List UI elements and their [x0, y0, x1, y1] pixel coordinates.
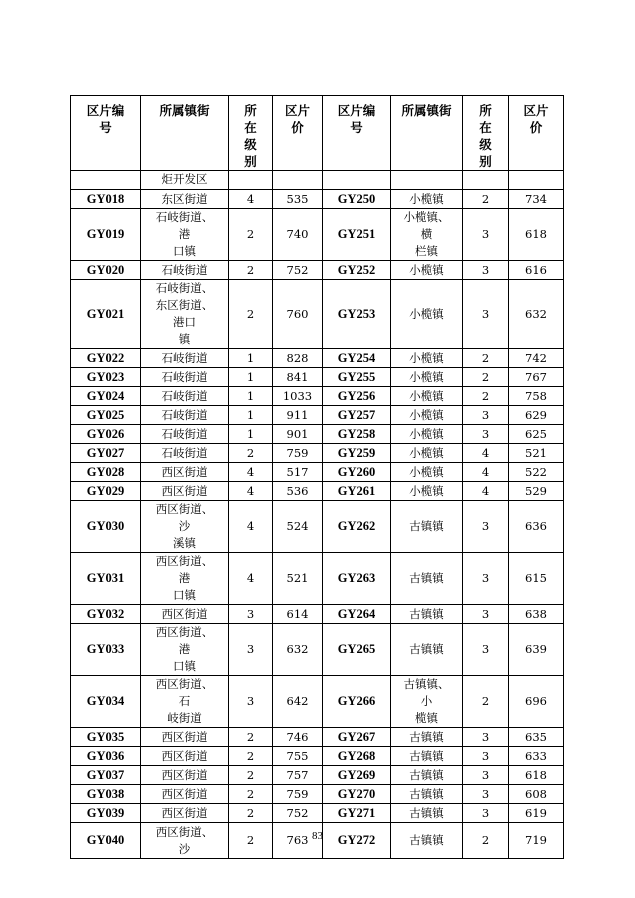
- cell-town: 西区街道、 沙: [141, 823, 229, 859]
- header-town-2: 所属镇街: [391, 96, 463, 171]
- header-zone-code-2: 区片编 号: [323, 96, 391, 171]
- cell-price-2: 758: [509, 387, 564, 406]
- cell-price: 632: [273, 624, 323, 676]
- cell-zone-code: GY031: [71, 553, 141, 605]
- cell-price: 746: [273, 728, 323, 747]
- cell-price: 901: [273, 425, 323, 444]
- cell-grade-2: 3: [463, 747, 509, 766]
- table-row: [71, 482, 564, 501]
- cell-town-2: 小榄镇: [391, 482, 463, 501]
- cell-grade-2: 3: [463, 280, 509, 349]
- cell-grade: 1: [229, 387, 273, 406]
- cell-grade-2: 3: [463, 425, 509, 444]
- table-row: [71, 368, 564, 387]
- cell-town: 西区街道: [141, 785, 229, 804]
- cell-grade: 4: [229, 190, 273, 209]
- cell-grade: 2: [229, 766, 273, 785]
- cell-grade: 3: [229, 624, 273, 676]
- cell-grade: 2: [229, 804, 273, 823]
- cell-price-2: 767: [509, 368, 564, 387]
- cell-zone-code-2: GY253: [323, 280, 391, 349]
- cell-zone-code: GY038: [71, 785, 141, 804]
- cell-price: 757: [273, 766, 323, 785]
- cell-grade-2: 3: [463, 261, 509, 280]
- cell-price-2: 696: [509, 676, 564, 728]
- cell-town-2: 古镇镇: [391, 823, 463, 859]
- cell-town: 石岐街道: [141, 406, 229, 425]
- cell-price-2: 638: [509, 605, 564, 624]
- page-number: 83: [312, 830, 323, 842]
- cell-grade-2: 3: [463, 209, 509, 261]
- cell-zone-code-2: GY269: [323, 766, 391, 785]
- cell-price-2: 635: [509, 728, 564, 747]
- cell-grade: 2: [229, 280, 273, 349]
- cell-grade: 2: [229, 209, 273, 261]
- cell-town: 西区街道: [141, 804, 229, 823]
- cell-zone-code-2: [323, 171, 391, 190]
- cell-town-2: 小榄镇、 横 栏镇: [391, 209, 463, 261]
- cell-town: 西区街道、 沙 溪镇: [141, 501, 229, 553]
- cell-town-2: 小榄镇: [391, 368, 463, 387]
- cell-price: 752: [273, 261, 323, 280]
- table-row: [71, 261, 564, 280]
- cell-grade: 2: [229, 747, 273, 766]
- cell-zone-code: GY030: [71, 501, 141, 553]
- cell-price-2: 529: [509, 482, 564, 501]
- cell-price: 614: [273, 605, 323, 624]
- cell-zone-code-2: GY255: [323, 368, 391, 387]
- cell-zone-code-2: GY263: [323, 553, 391, 605]
- cell-grade: 4: [229, 553, 273, 605]
- cell-grade-2: 4: [463, 444, 509, 463]
- cell-price: 1033: [273, 387, 323, 406]
- table-row: [71, 406, 564, 425]
- cell-zone-code-2: GY259: [323, 444, 391, 463]
- cell-price: 740: [273, 209, 323, 261]
- cell-town: 石岐街道: [141, 444, 229, 463]
- header-zone-code: 区片编 号: [71, 96, 141, 171]
- cell-town-2: 古镇镇: [391, 747, 463, 766]
- cell-price-2: 719: [509, 823, 564, 859]
- cell-grade-2: 2: [463, 368, 509, 387]
- cell-town: 西区街道、 港 口镇: [141, 553, 229, 605]
- cell-zone-code-2: GY272: [323, 823, 391, 859]
- cell-grade: 4: [229, 463, 273, 482]
- cell-grade-2: 4: [463, 463, 509, 482]
- cell-zone-code-2: GY254: [323, 349, 391, 368]
- cell-town: 石岐街道: [141, 368, 229, 387]
- cell-grade: 3: [229, 605, 273, 624]
- cell-zone-code-2: GY262: [323, 501, 391, 553]
- cell-price: 760: [273, 280, 323, 349]
- cell-grade: 4: [229, 501, 273, 553]
- cell-grade-2: 3: [463, 728, 509, 747]
- cell-price-2: 618: [509, 209, 564, 261]
- cell-price-2: 636: [509, 501, 564, 553]
- cell-grade-2: 4: [463, 482, 509, 501]
- cell-price: [273, 171, 323, 190]
- cell-zone-code: GY034: [71, 676, 141, 728]
- cell-zone-code-2: GY264: [323, 605, 391, 624]
- cell-town-2: 小榄镇: [391, 444, 463, 463]
- cell-zone-code: GY036: [71, 747, 141, 766]
- cell-town-2: 小榄镇: [391, 387, 463, 406]
- cell-zone-code: GY027: [71, 444, 141, 463]
- table-row: [71, 553, 564, 605]
- cell-town-2: 古镇镇: [391, 605, 463, 624]
- cell-zone-code-2: GY270: [323, 785, 391, 804]
- cell-town-2: 古镇镇: [391, 728, 463, 747]
- cell-zone-code: GY033: [71, 624, 141, 676]
- cell-price: 763: [273, 823, 323, 859]
- cell-town: 西区街道: [141, 605, 229, 624]
- cell-grade-2: 2: [463, 823, 509, 859]
- header-town: 所属镇街: [141, 96, 229, 171]
- cell-grade: 1: [229, 368, 273, 387]
- cell-town: 西区街道、 港 口镇: [141, 624, 229, 676]
- table-row: [71, 766, 564, 785]
- cell-zone-code: GY020: [71, 261, 141, 280]
- cell-town-2: 古镇镇: [391, 624, 463, 676]
- header-grade: 所 在 级 别: [229, 96, 273, 171]
- cell-zone-code-2: GY271: [323, 804, 391, 823]
- cell-town: 石岐街道: [141, 261, 229, 280]
- table-row: [71, 676, 564, 728]
- cell-price: 759: [273, 785, 323, 804]
- cell-zone-code: GY026: [71, 425, 141, 444]
- cell-price: 536: [273, 482, 323, 501]
- cell-grade: 1: [229, 425, 273, 444]
- cell-grade: [229, 171, 273, 190]
- cell-grade: 1: [229, 406, 273, 425]
- cell-zone-code-2: GY267: [323, 728, 391, 747]
- cell-price-2: 629: [509, 406, 564, 425]
- cell-grade-2: 3: [463, 553, 509, 605]
- cell-town-2: 小榄镇: [391, 280, 463, 349]
- table-row: [71, 728, 564, 747]
- cell-zone-code: GY021: [71, 280, 141, 349]
- cell-town: 西区街道: [141, 728, 229, 747]
- table-row: [71, 444, 564, 463]
- cell-town-2: 古镇镇: [391, 766, 463, 785]
- table-header-row: [71, 96, 564, 171]
- cell-grade-2: 3: [463, 766, 509, 785]
- cell-price: 535: [273, 190, 323, 209]
- cell-town: 西区街道: [141, 482, 229, 501]
- table-row: [71, 747, 564, 766]
- table-row: [71, 349, 564, 368]
- header-price: 区片 价: [273, 96, 323, 171]
- cell-grade: 2: [229, 823, 273, 859]
- table-row: [71, 605, 564, 624]
- cell-grade-2: 3: [463, 605, 509, 624]
- cell-price: 755: [273, 747, 323, 766]
- cell-zone-code: GY035: [71, 728, 141, 747]
- cell-price-2: [509, 171, 564, 190]
- cell-price: 521: [273, 553, 323, 605]
- cell-town: 西区街道: [141, 766, 229, 785]
- cell-town-2: 小榄镇: [391, 349, 463, 368]
- cell-price-2: 742: [509, 349, 564, 368]
- header-price-2: 区片 价: [509, 96, 564, 171]
- cell-price-2: 615: [509, 553, 564, 605]
- cell-zone-code-2: GY261: [323, 482, 391, 501]
- cell-town: 石岐街道、 东区街道、 港口 镇: [141, 280, 229, 349]
- table-row: [71, 624, 564, 676]
- header-grade-2: 所 在 级 别: [463, 96, 509, 171]
- cell-zone-code-2: GY268: [323, 747, 391, 766]
- cell-grade: 2: [229, 785, 273, 804]
- cell-town: 西区街道: [141, 463, 229, 482]
- cell-zone-code: [71, 171, 141, 190]
- cell-zone-code: GY029: [71, 482, 141, 501]
- cell-town-2: 古镇镇、 小 榄镇: [391, 676, 463, 728]
- cell-price-2: 521: [509, 444, 564, 463]
- cell-price-2: 639: [509, 624, 564, 676]
- cell-zone-code: GY025: [71, 406, 141, 425]
- cell-price-2: 522: [509, 463, 564, 482]
- cell-zone-code-2: GY258: [323, 425, 391, 444]
- cell-zone-code: GY028: [71, 463, 141, 482]
- cell-zone-code-2: GY265: [323, 624, 391, 676]
- cell-price: 517: [273, 463, 323, 482]
- table-row: [71, 785, 564, 804]
- cell-grade-2: 3: [463, 785, 509, 804]
- cell-town-2: 古镇镇: [391, 553, 463, 605]
- cell-town: 石岐街道: [141, 349, 229, 368]
- cell-town-2: 小榄镇: [391, 261, 463, 280]
- cell-town-2: 古镇镇: [391, 804, 463, 823]
- table-row: [71, 501, 564, 553]
- table-row: [71, 387, 564, 406]
- cell-price-2: 734: [509, 190, 564, 209]
- cell-town: 石岐街道、 港 口镇: [141, 209, 229, 261]
- cell-price: 642: [273, 676, 323, 728]
- land-price-table: [70, 95, 564, 859]
- cell-zone-code-2: GY257: [323, 406, 391, 425]
- cell-zone-code: GY040: [71, 823, 141, 859]
- table-row: [71, 209, 564, 261]
- cell-town: 西区街道、 石 岐街道: [141, 676, 229, 728]
- cell-price: 828: [273, 349, 323, 368]
- cell-zone-code: GY019: [71, 209, 141, 261]
- cell-zone-code-2: GY250: [323, 190, 391, 209]
- cell-zone-code: GY024: [71, 387, 141, 406]
- table-row: [71, 171, 564, 190]
- table-row: [71, 425, 564, 444]
- cell-grade-2: 2: [463, 676, 509, 728]
- cell-zone-code-2: GY251: [323, 209, 391, 261]
- cell-price-2: 619: [509, 804, 564, 823]
- cell-price-2: 618: [509, 766, 564, 785]
- cell-grade: 1: [229, 349, 273, 368]
- cell-price: 841: [273, 368, 323, 387]
- table-row: [71, 804, 564, 823]
- cell-zone-code-2: GY260: [323, 463, 391, 482]
- cell-grade: 3: [229, 676, 273, 728]
- cell-zone-code: GY018: [71, 190, 141, 209]
- cell-price-2: 616: [509, 261, 564, 280]
- cell-grade-2: 3: [463, 624, 509, 676]
- cell-grade-2: [463, 171, 509, 190]
- cell-zone-code: GY022: [71, 349, 141, 368]
- cell-grade: 2: [229, 261, 273, 280]
- cell-price: 759: [273, 444, 323, 463]
- cell-town-2: 古镇镇: [391, 785, 463, 804]
- cell-town: 东区街道: [141, 190, 229, 209]
- cell-grade-2: 3: [463, 406, 509, 425]
- cell-town: 炬开发区: [141, 171, 229, 190]
- cell-price: 911: [273, 406, 323, 425]
- cell-price-2: 632: [509, 280, 564, 349]
- table-row: [71, 280, 564, 349]
- cell-town-2: 小榄镇: [391, 190, 463, 209]
- cell-grade: 2: [229, 444, 273, 463]
- cell-grade-2: 2: [463, 190, 509, 209]
- cell-grade-2: 3: [463, 804, 509, 823]
- cell-price-2: 633: [509, 747, 564, 766]
- cell-grade: 2: [229, 728, 273, 747]
- cell-town-2: 小榄镇: [391, 463, 463, 482]
- cell-grade-2: 3: [463, 501, 509, 553]
- cell-zone-code: GY023: [71, 368, 141, 387]
- cell-zone-code-2: GY266: [323, 676, 391, 728]
- cell-grade-2: 2: [463, 349, 509, 368]
- cell-town-2: 小榄镇: [391, 425, 463, 444]
- cell-price: 524: [273, 501, 323, 553]
- table-row: [71, 190, 564, 209]
- cell-price-2: 608: [509, 785, 564, 804]
- cell-town: 石岐街道: [141, 425, 229, 444]
- cell-zone-code: GY039: [71, 804, 141, 823]
- cell-town: 石岐街道: [141, 387, 229, 406]
- cell-town-2: [391, 171, 463, 190]
- cell-town: 西区街道: [141, 747, 229, 766]
- cell-price-2: 625: [509, 425, 564, 444]
- cell-grade: 4: [229, 482, 273, 501]
- cell-town-2: 小榄镇: [391, 406, 463, 425]
- cell-grade-2: 2: [463, 387, 509, 406]
- cell-zone-code-2: GY256: [323, 387, 391, 406]
- cell-town-2: 古镇镇: [391, 501, 463, 553]
- cell-zone-code: GY037: [71, 766, 141, 785]
- cell-zone-code-2: GY252: [323, 261, 391, 280]
- cell-price: 752: [273, 804, 323, 823]
- cell-zone-code: GY032: [71, 605, 141, 624]
- table-row: [71, 463, 564, 482]
